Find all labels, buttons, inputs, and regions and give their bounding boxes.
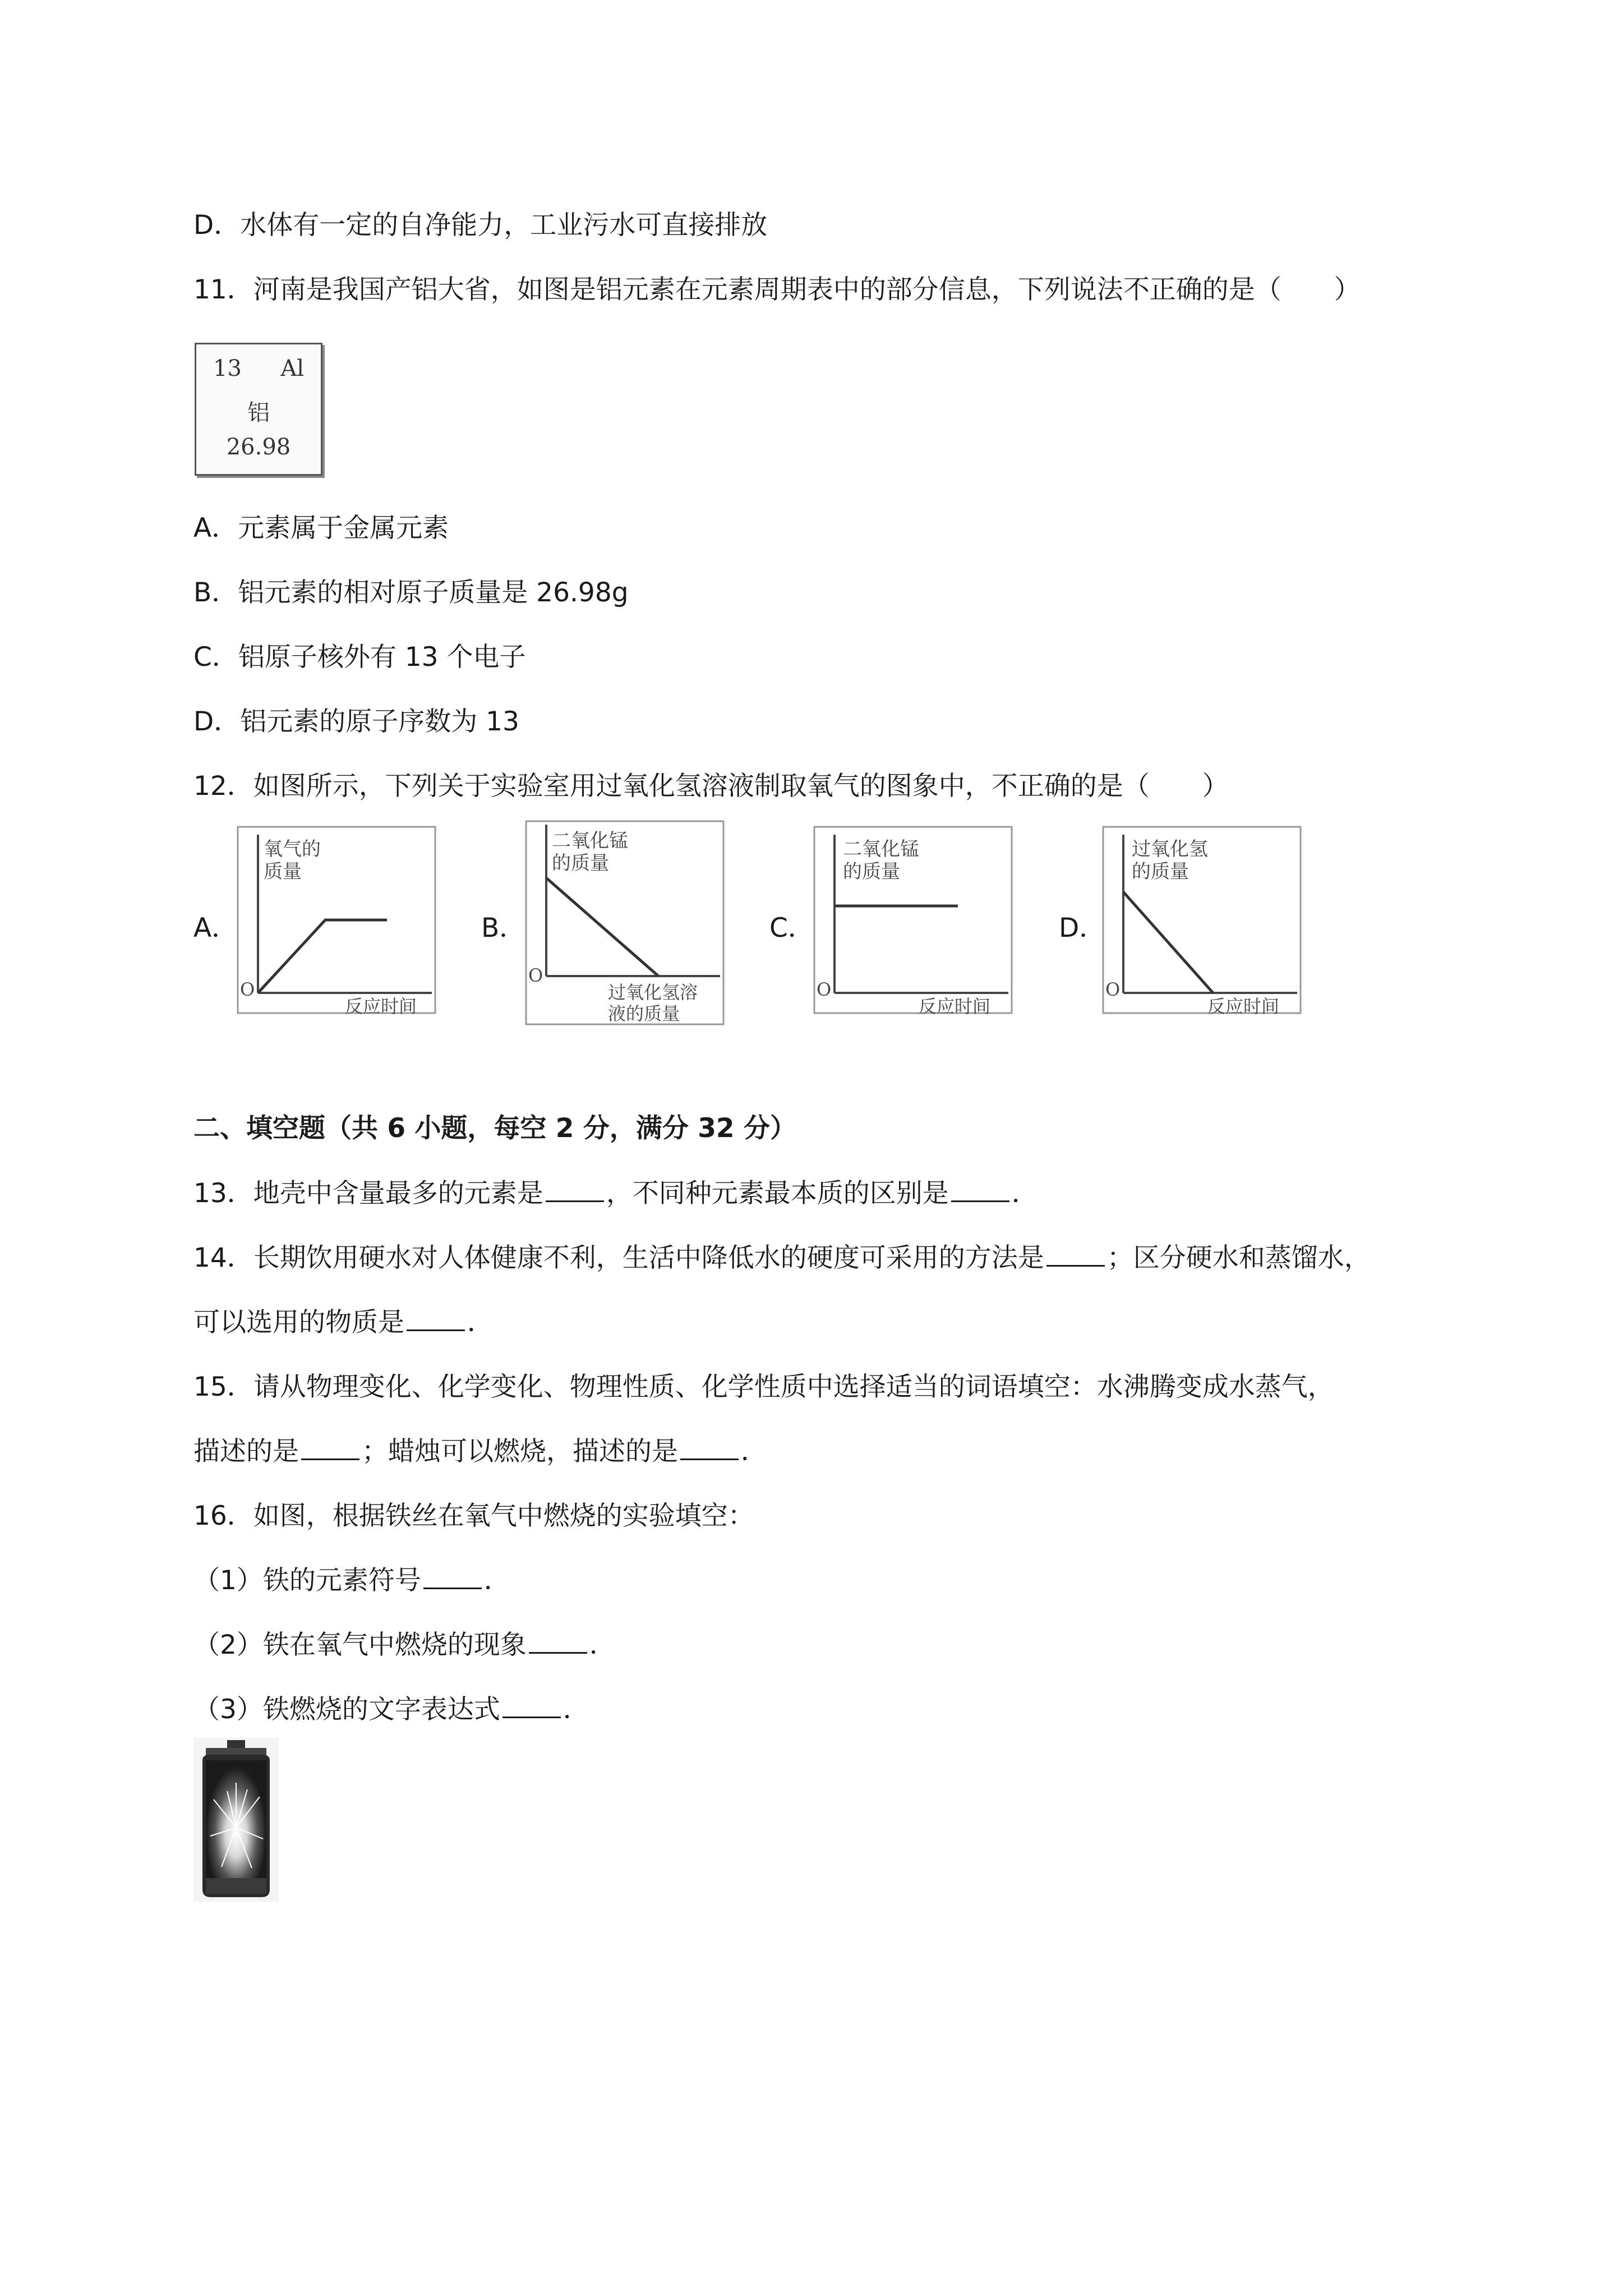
- graph-c-origin: O: [817, 979, 832, 1000]
- q16-stem: 16．如图，根据铁丝在氧气中燃烧的实验填空：: [193, 1501, 754, 1531]
- q12-letter-a: A．: [193, 913, 238, 944]
- graph-d-y-label-2: 的质量: [1132, 861, 1189, 883]
- q14-text-c: 可以选用的物质是: [193, 1307, 404, 1338]
- graph-c-y-label-1: 二氧化锰: [843, 838, 919, 861]
- q11-option-c: C．铝原子核外有 13 个电子: [193, 642, 526, 673]
- q16-s2-end: ．: [589, 1630, 616, 1660]
- q14-text-a: 14．长期饮用硬水对人体健康不利，生活中降低水的硬度可采用的方法是: [193, 1243, 1044, 1273]
- q15-line-2: [193, 1435, 767, 1469]
- q15-text-b: 描述的是: [193, 1436, 299, 1467]
- q12-letter-b: B．: [481, 913, 526, 944]
- q13: [193, 1177, 1038, 1211]
- q12-letter-c: C．: [769, 913, 814, 944]
- q13-text-b: ，不同种元素最本质的区别是: [606, 1178, 949, 1209]
- graph-b-x-label: 过氧化氢溶: [608, 982, 698, 1003]
- q14-blank-2[interactable]: [407, 1307, 465, 1331]
- iron-combustion-jar-image: [193, 1738, 279, 1902]
- q10-option-d: D．水体有一定的自净能力，工业污水可直接排放: [193, 210, 768, 241]
- graph-b-y-label-1: 二氧化锰: [552, 830, 628, 852]
- q13-blank-2[interactable]: [951, 1178, 1009, 1202]
- graph-b-origin: O: [528, 965, 543, 986]
- graph-d-origin: O: [1105, 979, 1121, 1000]
- q16-sub-2: [193, 1628, 616, 1662]
- graph-a-x-label: 反应时间: [345, 996, 417, 1015]
- q16-s1-text: （1）铁的元素符号: [193, 1565, 421, 1596]
- aluminum-periodic-card: [195, 343, 322, 476]
- q11-option-b: B．铝元素的相对原子质量是 26.98g: [193, 577, 629, 608]
- element-name: 铝: [247, 400, 270, 426]
- q16-s3-text: （3）铁燃烧的文字表达式: [193, 1694, 500, 1725]
- q16-s1-end: ．: [483, 1565, 510, 1596]
- graph-d-curve: [1123, 892, 1213, 993]
- q16-blank-2[interactable]: [529, 1630, 587, 1654]
- q16-blank-3[interactable]: [502, 1694, 561, 1718]
- q13-text-a: 13．地壳中含量最多的元素是: [193, 1178, 543, 1209]
- q15-blank-1[interactable]: [301, 1436, 359, 1460]
- q14-line-2: [193, 1306, 494, 1340]
- q13-text-c: ．: [1011, 1178, 1038, 1209]
- q16-s2-text: （2）铁在氧气中燃烧的现象: [193, 1630, 527, 1660]
- graph-c-y-label-2: 的质量: [843, 861, 900, 883]
- q14-text-d: ．: [467, 1307, 494, 1338]
- graph-a: [236, 825, 437, 1015]
- q14-line-1: [193, 1241, 1371, 1275]
- graph-c-x-label: 反应时间: [919, 996, 991, 1015]
- graph-b-curve: [546, 878, 658, 976]
- graph-d-x-label: 反应时间: [1207, 996, 1280, 1015]
- q11-option-a: A．元素属于金属元素: [193, 513, 449, 544]
- atomic-number: 13: [213, 356, 242, 381]
- element-symbol: Al: [280, 356, 304, 381]
- graph-c: [812, 825, 1014, 1015]
- q14-blank-1[interactable]: [1046, 1243, 1105, 1267]
- q16-blank-1[interactable]: [423, 1565, 482, 1589]
- q16-sub-3: [193, 1693, 589, 1727]
- q15-text-c: ；蜡烛可以燃烧，描述的是: [362, 1436, 678, 1467]
- section2-heading: 二、填空题（共 6 小题，每空 2 分，满分 32 分）: [193, 1113, 796, 1144]
- q15-text-d: ．: [741, 1436, 767, 1467]
- graph-d-y-label-1: 过氧化氢: [1132, 838, 1208, 861]
- graph-a-curve: [258, 920, 387, 993]
- q14-text-b: ；区分硬水和蒸馏水，: [1106, 1243, 1371, 1273]
- graph-b-x-label-2: 液的质量: [608, 1003, 680, 1024]
- q12-stem: 12．如图所示，下列关于实验室用过氧化氢溶液制取氧气的图象中，不正确的是（ ）: [193, 771, 1229, 802]
- graph-a-origin: O: [240, 979, 255, 1000]
- q11-option-d: D．铝元素的原子序数为 13: [193, 706, 519, 737]
- q11-stem: 11．河南是我国产铝大省，如图是铝元素在元素周期表中的部分信息，下列说法不正确的是（ ）: [193, 274, 1361, 305]
- graph-d: [1101, 825, 1303, 1015]
- q15-blank-2[interactable]: [680, 1436, 739, 1460]
- atomic-mass: 26.98: [226, 434, 291, 460]
- graph-a-y-label-1: 氧气的: [264, 838, 321, 861]
- q15-line-1: 15．请从物理变化、化学变化、物理性质、化学性质中选择适当的词语填空：水沸腾变成水蒸气，: [193, 1372, 1334, 1402]
- q16-sub-1: [193, 1564, 510, 1598]
- q13-blank-1[interactable]: [546, 1178, 604, 1202]
- q12-letter-d: D．: [1059, 913, 1106, 944]
- q16-s3-end: ．: [562, 1694, 589, 1725]
- graph-b-y-label-2: 的质量: [552, 852, 609, 875]
- graph-a-y-label-2: 质量: [264, 861, 302, 883]
- graph-b: [524, 819, 726, 1027]
